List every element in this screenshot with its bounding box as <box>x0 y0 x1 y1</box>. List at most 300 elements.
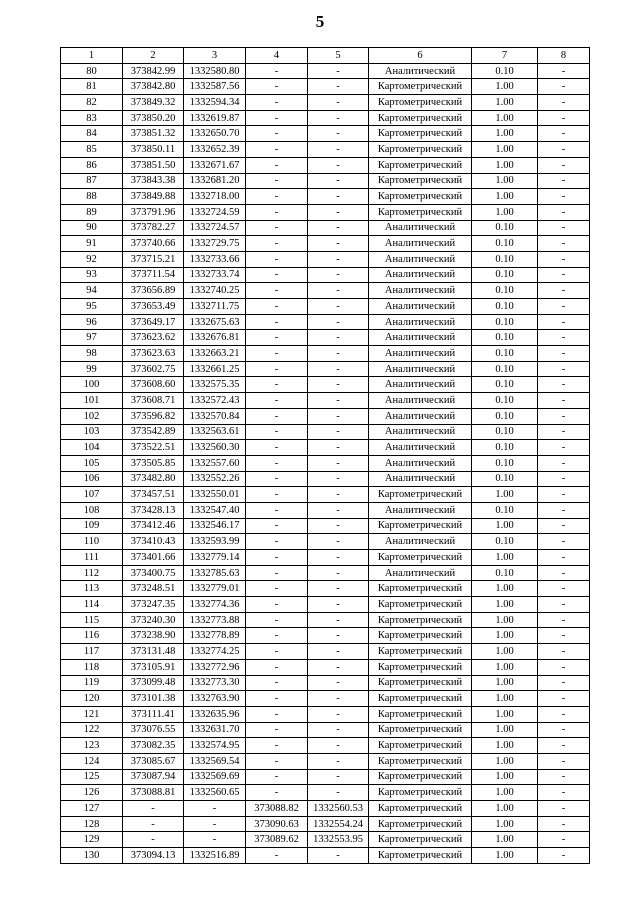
table-row <box>61 848 590 864</box>
note-cell: - <box>538 173 590 189</box>
method-cell: Аналитический <box>369 314 472 330</box>
note-cell: - <box>538 393 590 409</box>
point-number-cell: 94 <box>61 283 123 299</box>
y-coord-alt-cell: - <box>308 95 369 111</box>
table-row <box>61 612 590 628</box>
point-number-cell: 114 <box>61 597 123 613</box>
method-cell: Картометрический <box>369 816 472 832</box>
y-coord-alt-cell: - <box>308 534 369 550</box>
x-coord-alt-cell: - <box>246 142 308 158</box>
y-coord-alt-cell: - <box>308 487 369 503</box>
x-coord-cell: 373843.38 <box>123 173 184 189</box>
y-coord-cell: 1332574.95 <box>184 738 246 754</box>
point-number-cell: 86 <box>61 157 123 173</box>
method-cell: Аналитический <box>369 424 472 440</box>
x-coord-alt-cell: - <box>246 675 308 691</box>
x-coord-cell: 373238.90 <box>123 628 184 644</box>
method-cell: Картометрический <box>369 801 472 817</box>
y-coord-alt-cell: - <box>308 440 369 456</box>
y-coord-alt-cell: - <box>308 675 369 691</box>
x-coord-alt-cell: - <box>246 361 308 377</box>
y-coord-cell: 1332550.01 <box>184 487 246 503</box>
note-cell: - <box>538 550 590 566</box>
table-row <box>61 283 590 299</box>
point-number-cell: 122 <box>61 722 123 738</box>
method-cell: Картометрический <box>369 848 472 864</box>
y-coord-cell: 1332724.57 <box>184 220 246 236</box>
table-row <box>61 455 590 471</box>
table-row <box>61 832 590 848</box>
x-coord-alt-cell: - <box>246 534 308 550</box>
accuracy-cell: 1.00 <box>472 487 538 503</box>
method-cell: Аналитический <box>369 455 472 471</box>
point-number-cell: 109 <box>61 518 123 534</box>
point-number-cell: 89 <box>61 204 123 220</box>
note-cell: - <box>538 738 590 754</box>
note-cell: - <box>538 769 590 785</box>
x-coord-cell: 373608.71 <box>123 393 184 409</box>
y-coord-cell: 1332552.26 <box>184 471 246 487</box>
method-cell: Аналитический <box>369 534 472 550</box>
y-coord-alt-cell: - <box>308 706 369 722</box>
point-number-cell: 91 <box>61 236 123 252</box>
note-cell: - <box>538 157 590 173</box>
x-coord-alt-cell: - <box>246 597 308 613</box>
method-cell: Картометрический <box>369 769 472 785</box>
accuracy-cell: 0.10 <box>472 393 538 409</box>
x-coord-alt-cell: - <box>246 440 308 456</box>
y-coord-alt-cell: - <box>308 848 369 864</box>
y-coord-alt-cell: - <box>308 502 369 518</box>
accuracy-cell: 0.10 <box>472 440 538 456</box>
table-row <box>61 785 590 801</box>
point-number-cell: 95 <box>61 299 123 315</box>
point-number-cell: 115 <box>61 612 123 628</box>
y-coord-alt-cell: - <box>308 361 369 377</box>
x-coord-cell: - <box>123 801 184 817</box>
column-header-1: 1 <box>61 48 123 64</box>
x-coord-alt-cell: - <box>246 236 308 252</box>
x-coord-cell: 373782.27 <box>123 220 184 236</box>
x-coord-alt-cell: 373089.62 <box>246 832 308 848</box>
point-number-cell: 81 <box>61 79 123 95</box>
y-coord-alt-cell: - <box>308 738 369 754</box>
table-row <box>61 299 590 315</box>
x-coord-alt-cell: 373088.82 <box>246 801 308 817</box>
note-cell: - <box>538 440 590 456</box>
x-coord-alt-cell: - <box>246 753 308 769</box>
accuracy-cell: 0.10 <box>472 63 538 79</box>
method-cell: Картометрический <box>369 110 472 126</box>
table-row <box>61 706 590 722</box>
point-number-cell: 84 <box>61 126 123 142</box>
x-coord-alt-cell: - <box>246 377 308 393</box>
note-cell: - <box>538 581 590 597</box>
accuracy-cell: 0.10 <box>472 283 538 299</box>
table-row <box>61 471 590 487</box>
note-cell: - <box>538 487 590 503</box>
y-coord-alt-cell: - <box>308 518 369 534</box>
x-coord-alt-cell: - <box>246 126 308 142</box>
y-coord-cell: 1332785.63 <box>184 565 246 581</box>
x-coord-alt-cell: - <box>246 769 308 785</box>
table-row <box>61 63 590 79</box>
table-row <box>61 691 590 707</box>
x-coord-cell: 373791.96 <box>123 204 184 220</box>
point-number-cell: 105 <box>61 455 123 471</box>
accuracy-cell: 1.00 <box>472 691 538 707</box>
y-coord-cell: 1332774.36 <box>184 597 246 613</box>
x-coord-cell: 373094.13 <box>123 848 184 864</box>
note-cell: - <box>538 142 590 158</box>
y-coord-alt-cell: - <box>308 142 369 158</box>
table-row <box>61 361 590 377</box>
y-coord-alt-cell: - <box>308 236 369 252</box>
x-coord-cell: 373247.35 <box>123 597 184 613</box>
x-coord-alt-cell: 373090.63 <box>246 816 308 832</box>
y-coord-cell: 1332546.17 <box>184 518 246 534</box>
y-coord-cell: 1332676.81 <box>184 330 246 346</box>
x-coord-alt-cell: - <box>246 455 308 471</box>
y-coord-cell: - <box>184 816 246 832</box>
note-cell: - <box>538 330 590 346</box>
y-coord-alt-cell: - <box>308 785 369 801</box>
accuracy-cell: 1.00 <box>472 550 538 566</box>
table-row <box>61 816 590 832</box>
note-cell: - <box>538 110 590 126</box>
method-cell: Картометрический <box>369 628 472 644</box>
note-cell: - <box>538 628 590 644</box>
point-number-cell: 125 <box>61 769 123 785</box>
x-coord-cell: 373850.11 <box>123 142 184 158</box>
page-number: 5 <box>315 12 325 31</box>
accuracy-cell: 0.10 <box>472 314 538 330</box>
y-coord-cell: 1332663.21 <box>184 346 246 362</box>
method-cell: Аналитический <box>369 377 472 393</box>
note-cell: - <box>538 220 590 236</box>
note-cell: - <box>538 299 590 315</box>
table-row <box>61 79 590 95</box>
accuracy-cell: 0.10 <box>472 534 538 550</box>
x-coord-cell: 373482.80 <box>123 471 184 487</box>
x-coord-cell: 373400.75 <box>123 565 184 581</box>
table-row <box>61 440 590 456</box>
note-cell: - <box>538 283 590 299</box>
table-row <box>61 204 590 220</box>
table-row <box>61 330 590 346</box>
y-coord-alt-cell: - <box>308 612 369 628</box>
method-cell: Картометрический <box>369 612 472 628</box>
point-number-cell: 124 <box>61 753 123 769</box>
x-coord-cell: 373082.35 <box>123 738 184 754</box>
y-coord-cell: 1332575.35 <box>184 377 246 393</box>
x-coord-cell: 373596.82 <box>123 408 184 424</box>
y-coord-cell: 1332681.20 <box>184 173 246 189</box>
x-coord-alt-cell: - <box>246 63 308 79</box>
x-coord-cell: 373740.66 <box>123 236 184 252</box>
y-coord-alt-cell: - <box>308 220 369 236</box>
table-row <box>61 565 590 581</box>
x-coord-alt-cell: - <box>246 408 308 424</box>
method-cell: Картометрический <box>369 95 472 111</box>
y-coord-alt-cell: - <box>308 408 369 424</box>
point-number-cell: 111 <box>61 550 123 566</box>
y-coord-cell: - <box>184 801 246 817</box>
accuracy-cell: 1.00 <box>472 753 538 769</box>
accuracy-cell: 1.00 <box>472 189 538 205</box>
method-cell: Картометрический <box>369 832 472 848</box>
x-coord-alt-cell: - <box>246 628 308 644</box>
x-coord-cell: 373131.48 <box>123 644 184 660</box>
accuracy-cell: 1.00 <box>472 173 538 189</box>
x-coord-alt-cell: - <box>246 565 308 581</box>
point-number-cell: 123 <box>61 738 123 754</box>
point-number-cell: 101 <box>61 393 123 409</box>
point-number-cell: 90 <box>61 220 123 236</box>
table-row <box>61 659 590 675</box>
table-row <box>61 220 590 236</box>
method-cell: Картометрический <box>369 691 472 707</box>
y-coord-cell: 1332547.40 <box>184 502 246 518</box>
accuracy-cell: 1.00 <box>472 706 538 722</box>
accuracy-cell: 1.00 <box>472 816 538 832</box>
y-coord-alt-cell: - <box>308 189 369 205</box>
y-coord-alt-cell: - <box>308 644 369 660</box>
y-coord-cell: 1332763.90 <box>184 691 246 707</box>
y-coord-cell: 1332569.69 <box>184 769 246 785</box>
x-coord-alt-cell: - <box>246 487 308 503</box>
y-coord-cell: 1332779.14 <box>184 550 246 566</box>
y-coord-cell: 1332733.74 <box>184 267 246 283</box>
y-coord-alt-cell: - <box>308 204 369 220</box>
table-row <box>61 110 590 126</box>
accuracy-cell: 1.00 <box>472 597 538 613</box>
y-coord-cell: 1332557.60 <box>184 455 246 471</box>
accuracy-cell: 1.00 <box>472 518 538 534</box>
method-cell: Аналитический <box>369 330 472 346</box>
x-coord-cell: 373410.43 <box>123 534 184 550</box>
accuracy-cell: 1.00 <box>472 95 538 111</box>
method-cell: Аналитический <box>369 408 472 424</box>
table-row <box>61 173 590 189</box>
coordinates-table <box>60 47 590 864</box>
x-coord-alt-cell: - <box>246 393 308 409</box>
y-coord-alt-cell: - <box>308 346 369 362</box>
x-coord-cell: 373101.38 <box>123 691 184 707</box>
x-coord-cell: - <box>123 816 184 832</box>
point-number-cell: 97 <box>61 330 123 346</box>
x-coord-cell: 373505.85 <box>123 455 184 471</box>
x-coord-alt-cell: - <box>246 644 308 660</box>
accuracy-cell: 0.10 <box>472 267 538 283</box>
point-number-cell: 99 <box>61 361 123 377</box>
point-number-cell: 107 <box>61 487 123 503</box>
method-cell: Аналитический <box>369 283 472 299</box>
y-coord-alt-cell: - <box>308 722 369 738</box>
point-number-cell: 98 <box>61 346 123 362</box>
x-coord-cell: 373240.30 <box>123 612 184 628</box>
note-cell: - <box>538 612 590 628</box>
accuracy-cell: 1.00 <box>472 612 538 628</box>
point-number-cell: 108 <box>61 502 123 518</box>
note-cell: - <box>538 706 590 722</box>
y-coord-alt-cell: - <box>308 110 369 126</box>
point-number-cell: 103 <box>61 424 123 440</box>
accuracy-cell: 1.00 <box>472 659 538 675</box>
y-coord-alt-cell: - <box>308 79 369 95</box>
y-coord-cell: 1332569.54 <box>184 753 246 769</box>
x-coord-alt-cell: - <box>246 502 308 518</box>
x-coord-alt-cell: - <box>246 267 308 283</box>
y-coord-cell: 1332587.56 <box>184 79 246 95</box>
method-cell: Аналитический <box>369 251 472 267</box>
x-coord-cell: 373842.80 <box>123 79 184 95</box>
x-coord-cell: 373608.60 <box>123 377 184 393</box>
y-coord-cell: 1332772.96 <box>184 659 246 675</box>
point-number-cell: 93 <box>61 267 123 283</box>
y-coord-alt-cell: - <box>308 455 369 471</box>
method-cell: Картометрический <box>369 142 472 158</box>
method-cell: Картометрический <box>369 706 472 722</box>
method-cell: Аналитический <box>369 393 472 409</box>
y-coord-alt-cell: - <box>308 157 369 173</box>
accuracy-cell: 0.10 <box>472 236 538 252</box>
y-coord-cell: 1332661.25 <box>184 361 246 377</box>
point-number-cell: 120 <box>61 691 123 707</box>
y-coord-cell: 1332778.89 <box>184 628 246 644</box>
accuracy-cell: 1.00 <box>472 769 538 785</box>
y-coord-alt-cell: - <box>308 424 369 440</box>
point-number-cell: 96 <box>61 314 123 330</box>
y-coord-cell: 1332572.43 <box>184 393 246 409</box>
x-coord-cell: 373623.62 <box>123 330 184 346</box>
point-number-cell: 104 <box>61 440 123 456</box>
method-cell: Аналитический <box>369 565 472 581</box>
x-coord-cell: - <box>123 832 184 848</box>
table-row <box>61 424 590 440</box>
accuracy-cell: 1.00 <box>472 675 538 691</box>
note-cell: - <box>538 126 590 142</box>
note-cell: - <box>538 675 590 691</box>
accuracy-cell: 0.10 <box>472 346 538 362</box>
method-cell: Картометрический <box>369 79 472 95</box>
y-coord-cell: 1332671.67 <box>184 157 246 173</box>
column-header-6: 6 <box>369 48 472 64</box>
accuracy-cell: 1.00 <box>472 157 538 173</box>
note-cell: - <box>538 204 590 220</box>
accuracy-cell: 0.10 <box>472 330 538 346</box>
y-coord-cell: 1332650.70 <box>184 126 246 142</box>
point-number-cell: 128 <box>61 816 123 832</box>
point-number-cell: 118 <box>61 659 123 675</box>
x-coord-cell: 373623.63 <box>123 346 184 362</box>
note-cell: - <box>538 377 590 393</box>
table-row <box>61 157 590 173</box>
x-coord-cell: 373653.49 <box>123 299 184 315</box>
table-row <box>61 142 590 158</box>
table-row <box>61 393 590 409</box>
y-coord-alt-cell: - <box>308 471 369 487</box>
x-coord-cell: 373401.66 <box>123 550 184 566</box>
table-row <box>61 95 590 111</box>
accuracy-cell: 0.10 <box>472 299 538 315</box>
method-cell: Картометрический <box>369 644 472 660</box>
x-coord-cell: 373849.32 <box>123 95 184 111</box>
point-number-cell: 129 <box>61 832 123 848</box>
y-coord-cell: 1332711.75 <box>184 299 246 315</box>
note-cell: - <box>538 659 590 675</box>
y-coord-alt-cell: - <box>308 581 369 597</box>
accuracy-cell: 1.00 <box>472 581 538 597</box>
y-coord-alt-cell: - <box>308 173 369 189</box>
x-coord-cell: 373851.32 <box>123 126 184 142</box>
y-coord-cell: 1332635.96 <box>184 706 246 722</box>
x-coord-cell: 373105.91 <box>123 659 184 675</box>
note-cell: - <box>538 534 590 550</box>
accuracy-cell: 0.10 <box>472 361 538 377</box>
x-coord-cell: 373522.51 <box>123 440 184 456</box>
table-row <box>61 581 590 597</box>
table-row <box>61 502 590 518</box>
y-coord-alt-cell: - <box>308 550 369 566</box>
table-row <box>61 738 590 754</box>
column-header-5: 5 <box>308 48 369 64</box>
note-cell: - <box>538 455 590 471</box>
accuracy-cell: 1.00 <box>472 722 538 738</box>
note-cell: - <box>538 722 590 738</box>
x-coord-alt-cell: - <box>246 157 308 173</box>
accuracy-cell: 1.00 <box>472 738 538 754</box>
column-header-3: 3 <box>184 48 246 64</box>
x-coord-alt-cell: - <box>246 471 308 487</box>
accuracy-cell: 0.10 <box>472 502 538 518</box>
note-cell: - <box>538 644 590 660</box>
y-coord-cell: 1332774.25 <box>184 644 246 660</box>
table-row <box>61 126 590 142</box>
accuracy-cell: 0.10 <box>472 424 538 440</box>
note-cell: - <box>538 236 590 252</box>
note-cell: - <box>538 518 590 534</box>
x-coord-alt-cell: - <box>246 346 308 362</box>
table-row <box>61 801 590 817</box>
method-cell: Картометрический <box>369 597 472 613</box>
method-cell: Картометрический <box>369 675 472 691</box>
method-cell: Картометрический <box>369 659 472 675</box>
y-coord-cell: 1332619.87 <box>184 110 246 126</box>
y-coord-cell: 1332773.30 <box>184 675 246 691</box>
note-cell: - <box>538 95 590 111</box>
point-number-cell: 127 <box>61 801 123 817</box>
point-number-cell: 110 <box>61 534 123 550</box>
x-coord-alt-cell: - <box>246 79 308 95</box>
note-cell: - <box>538 816 590 832</box>
table-row <box>61 377 590 393</box>
point-number-cell: 126 <box>61 785 123 801</box>
table-row <box>61 550 590 566</box>
y-coord-alt-cell: - <box>308 126 369 142</box>
accuracy-cell: 1.00 <box>472 801 538 817</box>
y-coord-cell: 1332729.75 <box>184 236 246 252</box>
table-row <box>61 597 590 613</box>
accuracy-cell: 0.10 <box>472 408 538 424</box>
y-coord-cell: 1332631.70 <box>184 722 246 738</box>
point-number-cell: 112 <box>61 565 123 581</box>
point-number-cell: 113 <box>61 581 123 597</box>
method-cell: Аналитический <box>369 440 472 456</box>
x-coord-alt-cell: - <box>246 848 308 864</box>
y-coord-cell: 1332594.34 <box>184 95 246 111</box>
point-number-cell: 100 <box>61 377 123 393</box>
